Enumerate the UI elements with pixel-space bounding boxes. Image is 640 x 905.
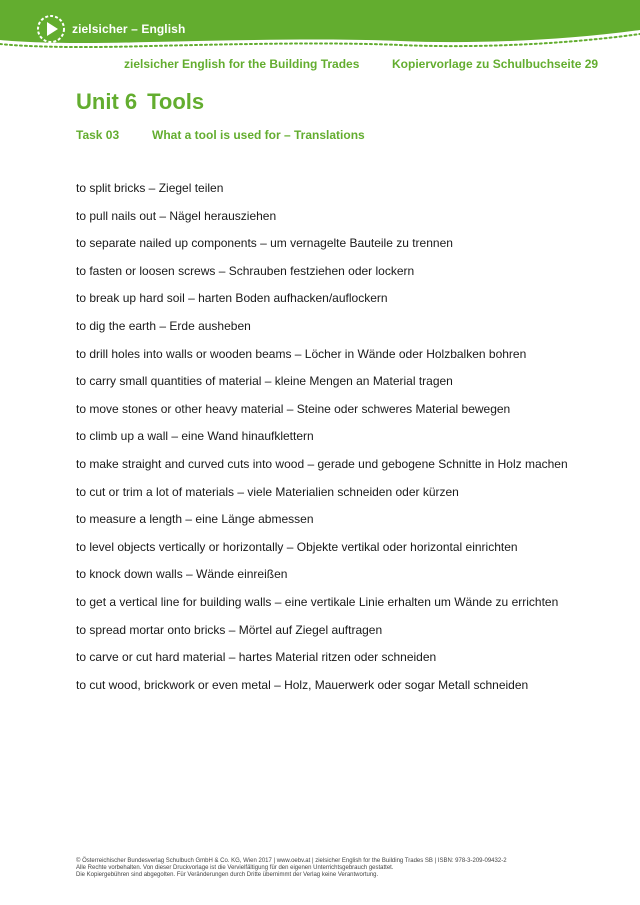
translation-item: to make straight and curved cuts into wood – gerade und gebogene Schnitte in Holz machen xyxy=(76,456,568,471)
translation-list xyxy=(76,181,568,705)
unit-title: Tools xyxy=(147,89,205,114)
task-number: Task 03 xyxy=(76,128,120,142)
translation-item: to carve or cut hard material – hartes Material ritzen oder schneiden xyxy=(76,650,437,665)
translation-item: to measure a length – eine Länge abmessen xyxy=(76,512,314,527)
translation-item: to climb up a wall – eine Wand hinaufklettern xyxy=(76,429,314,444)
brand-name: zielsicher – English xyxy=(72,22,186,36)
task-heading xyxy=(76,128,365,142)
translation-item: to fasten or loosen screws – Schrauben festziehen oder lockern xyxy=(76,263,415,278)
book-title: zielsicher English for the Building Trades xyxy=(124,57,360,71)
translation-item: to drill holes into walls or wooden beams – Löcher in Wände oder Holzbalken bohren xyxy=(76,346,527,361)
translation-item: to knock down walls – Wände einreißen xyxy=(76,567,288,582)
translation-item: to dig the earth – Erde ausheben xyxy=(76,318,251,333)
unit-heading xyxy=(76,89,204,115)
translation-item: to get a vertical line for building walls – eine vertikale Linie erhalten um Wände zu errichten xyxy=(76,594,559,609)
task-title: What a tool is used for – Translations xyxy=(152,128,365,142)
translation-item: to pull nails out – Nägel herausziehen xyxy=(76,208,277,223)
translation-item: to level objects vertically or horizontally – Objekte vertikal oder horizontal einrichten xyxy=(76,539,518,554)
translation-item: to move stones or other heavy material – Steine oder schweres Material bewegen xyxy=(76,401,511,416)
brand-logo xyxy=(36,14,185,44)
translation-item: to spread mortar onto bricks – Mörtel auf Ziegel auftragen xyxy=(76,622,383,637)
translation-item: to break up hard soil – harten Boden aufhacken/auflockern xyxy=(76,291,388,306)
translation-item: to cut wood, brickwork or even metal – Holz, Mauerwerk oder sogar Metall schneiden xyxy=(76,677,529,692)
footer-line: Alle Rechte vorbehalten. Von dieser Druckvorlage ist die Vervielfältigung für den eigenen Unterrichtsgebrauch gestattet. xyxy=(76,865,394,872)
translation-item: to carry small quantities of material – kleine Mengen an Material tragen xyxy=(76,374,453,389)
page-reference: Kopiervorlage zu Schulbuchseite 29 xyxy=(392,57,599,71)
translation-item: to split bricks – Ziegel teilen xyxy=(76,181,224,195)
copyright-footer xyxy=(76,858,616,880)
translation-item: to separate nailed up components – um vernagelte Bauteile zu trennen xyxy=(76,236,453,251)
play-icon xyxy=(36,14,66,44)
unit-number: Unit 6 xyxy=(76,89,138,114)
translation-item: to cut or trim a lot of materials – viele Materialien schneiden oder kürzen xyxy=(76,484,459,499)
footer-line: Die Kopiergebühren sind abgegolten. Für Veränderungen durch Dritte übernimmt der Verlag keine Verantwortung. xyxy=(76,872,379,879)
footer-line: © Österreichischer Bundesverlag Schulbuch GmbH & Co. KG, Wien 2017 | www.oebv.at | zielsicher English for the Building Trades SB | ISBN: 978-3-209-09432-2 xyxy=(76,858,507,864)
